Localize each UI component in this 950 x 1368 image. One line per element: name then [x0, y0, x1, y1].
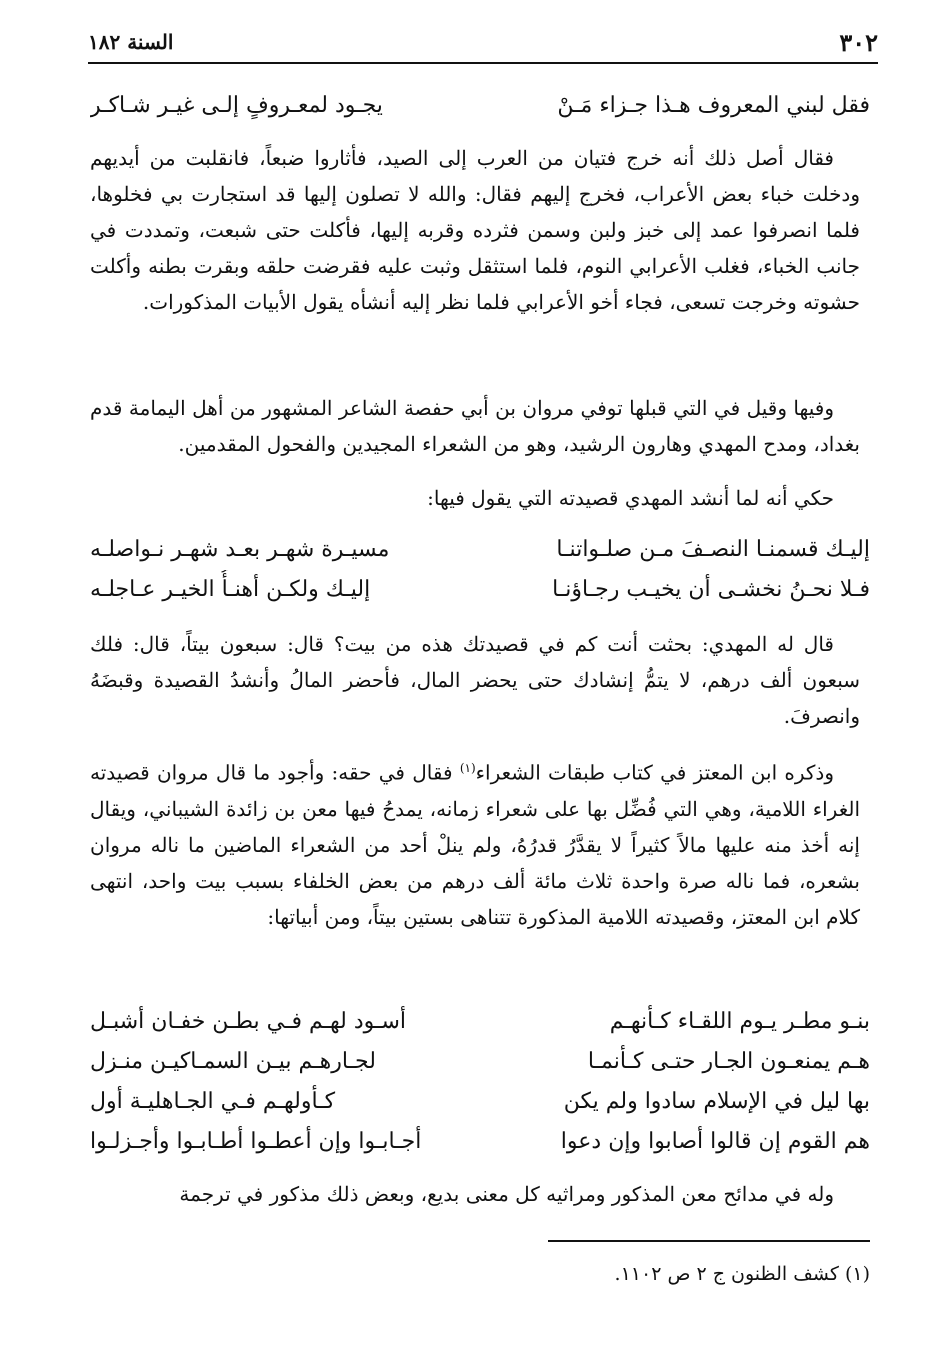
page-number: ٣٠٢ — [839, 28, 878, 57]
verse-first-hemistich: بها ليل في الإسلام سادوا ولم يكن — [563, 1089, 870, 1114]
verse-line — [90, 530, 870, 570]
verse-first-hemistich: فقل لبني المعروف هـذا جـزاء مَـنْ — [557, 93, 870, 118]
verse-line — [90, 570, 870, 610]
verse-second-hemistich: كـأولهـم فـي الجـاهليـة أول — [90, 1089, 336, 1114]
paragraph: حكي أنه لما أنشد المهدي قصيدته التي يقول فيها: — [427, 486, 834, 510]
page-header — [88, 28, 878, 64]
paragraph-text: وذكره ابن المعتز في كتاب طبقات الشعراء — [475, 760, 834, 785]
verse-first-hemistich: إليـك قسمنـا النصـفَ مـن صلـواتنـا — [556, 537, 870, 562]
verse-line — [90, 1042, 870, 1082]
footnote-reference: (١) — [459, 761, 476, 775]
running-head: السنة ١٨٢ — [88, 30, 174, 54]
paragraph-text: فقال في حقه: وأجود ما قال مروان قصيدته الغراء اللامية، وهي التي فُضِّل بها على شعراء زمانه، يمدحُ فيها معن بن زائدة الشيباني، ويقال إنه أخذ منه عليها مالاً كثيراً لا يقدَّرُ قدرُهُ، ولم ينلْ أحد من الشعراء الماضين ما ناله مروان بشعره، فما ناله صرة واحدة ثلاث مائة ألف درهم من بعض الخلفاء بسبب بيت واحد، انتهى كلام ابن المعتز، وقصيدته اللامية المذكورة تتناهى بستين بيتاً، ومن أبياتها: — [90, 760, 860, 929]
text-block-6 — [90, 1176, 860, 1212]
paragraph: قال له المهدي: بحثت أنت كم في قصيدتك هذه من بيت؟ قال: سبعون بيتاً، قال: فلك سبعون ألف درهم، لا يتمُّ إنشادك حتى يحضر المال، فأحضر المالُ وأنشدُ القصيدة وقبضَهُ وانصرفَ. — [90, 632, 860, 728]
verse-block-1 — [90, 86, 870, 126]
text-block-1 — [90, 140, 860, 320]
footnote-marker: (١) — [844, 1263, 870, 1285]
paragraph: فقال أصل ذلك أنه خرج فتيان من العرب إلى الصيد، فأثاروا ضبعاً، فانقلبت من أيديهم ودخلت خباء بعض الأعراب، فخرج إليهم فقال: والله لا تصلون إليها قد استجارت بي فخلوها، فلما انصرفوا عمد إلى خبز ولبن وسمن فثرده وقربه إليها، فأكلت حتى شبعت، وتمددت في جانب الخباء، فغلب الأعرابي النوم، فلما استثقل وثبت عليه فقرضت حلقه وبقرت بطنه وأكلت حشوته وخرجت تسعى، فجاء أخو الأعرابي فلما نظر إليه أنشأه يقول الأبيات المذكورات. — [90, 146, 860, 314]
verse-block-2 — [90, 530, 870, 610]
verse-line — [90, 1002, 870, 1042]
verse-second-hemistich: مسيـرة شهـر بعـد شهـر نـواصلـه — [90, 537, 390, 562]
paragraph — [90, 750, 860, 935]
verse-line — [90, 86, 870, 126]
text-block-5 — [90, 750, 860, 935]
verse-second-hemistich: إليـك ولكـن أهنـأُ الخيـر عـاجلـه — [90, 577, 371, 602]
verse-second-hemistich: يجـود لمعـروفٍ إلـى غيـر شـاكـر — [90, 93, 383, 118]
paragraph: وله في مدائح معن المذكور ومراثيه كل معنى بديع، وبعض ذلك مذكور في ترجمة — [179, 1182, 834, 1206]
verse-line — [90, 1082, 870, 1122]
text-block-2 — [90, 390, 860, 462]
verse-line — [90, 1122, 870, 1162]
text-block-3 — [90, 480, 860, 516]
footnote-divider — [548, 1240, 870, 1242]
paragraph: وفيها وقيل في التي قبلها توفي مروان بن أبي حفصة الشاعر المشهور من أهل اليمامة قدم بغداد، ومدح المهدي وهارون الرشيد، وهو من الشعراء المجيدين والفحول المقدمين. — [90, 396, 860, 456]
footnote — [615, 1258, 870, 1290]
verse-first-hemistich: هـم يمنعـون الجـار حتـى كـأنمـا — [587, 1049, 870, 1074]
verse-second-hemistich: أجـابـوا وإن أعطـوا أطـابـوا وأجـزلـوا — [90, 1129, 422, 1154]
verse-first-hemistich: بنـو مطـر يـوم اللقـاء كـأنهـم — [609, 1009, 870, 1034]
verse-first-hemistich: فـلا نحـنُ نخشـى أن يخيـب رجـاؤنـا — [552, 577, 870, 602]
verse-first-hemistich: هم القوم إن قالوا أصابوا وإن دعوا — [560, 1129, 870, 1154]
verse-second-hemistich: أسـود لهـم فـي بطـن خفـان أشبـل — [90, 1009, 407, 1034]
text-block-4 — [90, 626, 860, 734]
verse-second-hemistich: لجـارهـم بيـن السمـاكيـن منـزل — [90, 1049, 376, 1074]
footnote-text: كشف الظنون ج ٢ ص ١١٠٢. — [614, 1263, 839, 1285]
verse-block-3 — [90, 1002, 870, 1162]
